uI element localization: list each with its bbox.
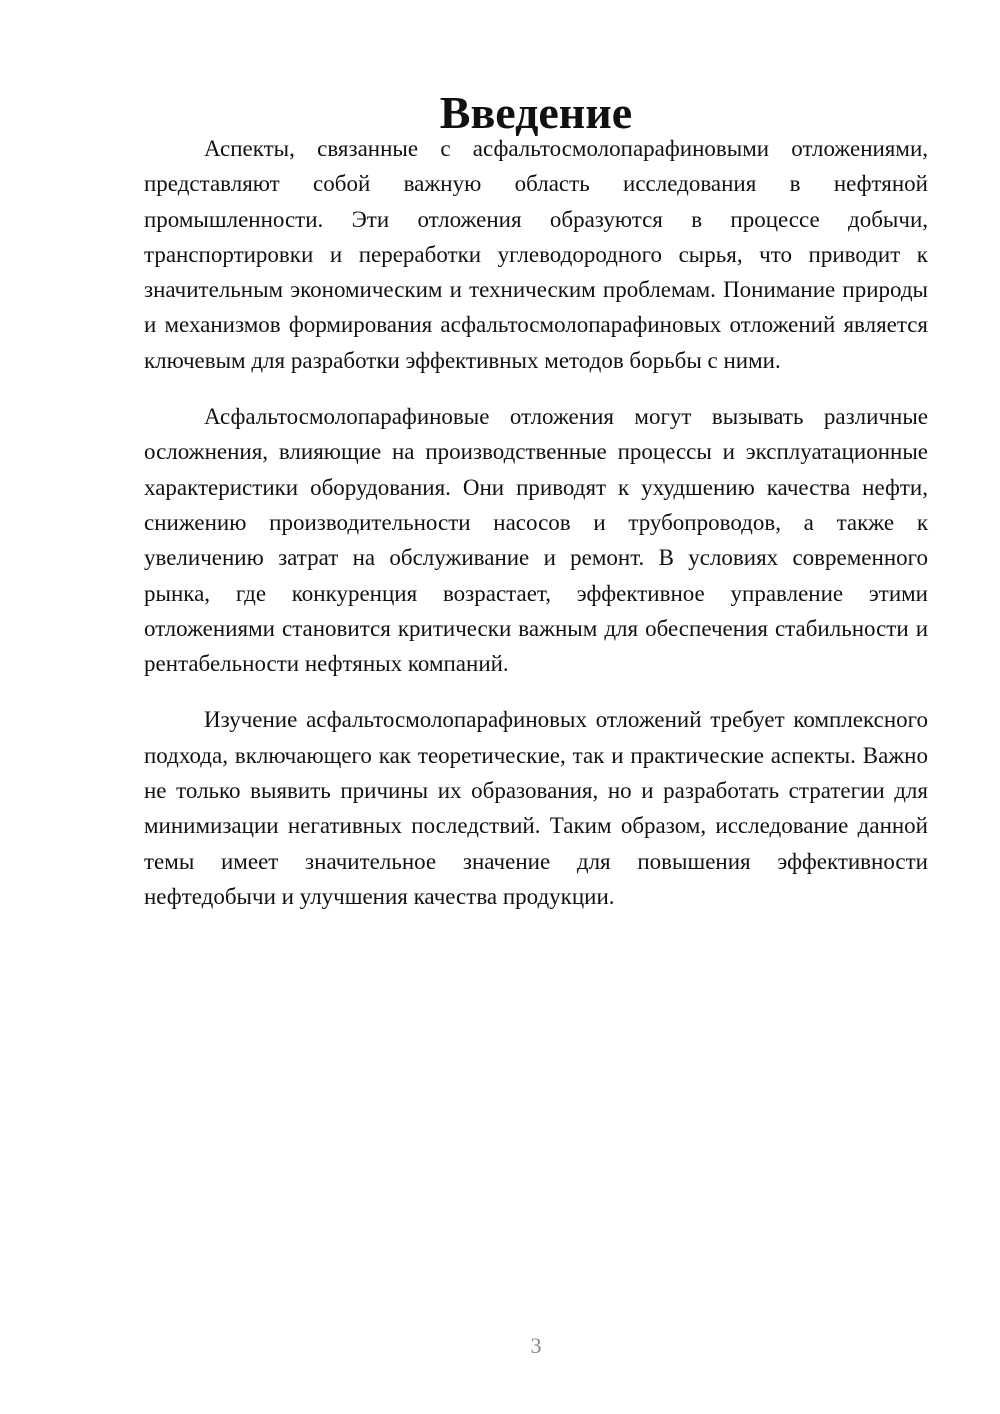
paragraph-1: Аспекты, связанные с асфальтосмолопарафиновыми отложениями, представляют собой важную область исследования в нефтяной промышленности. Эти отложения образуются в процессе добычи, транспортировки и переработки углеводородного сырья, что приводит к значительным экономическим и техническим проблемам. Понимание природы и механизмов формирования асфальтосмолопарафиновых отложений является ключевым для разработки эффективных методов борьбы с ними. [144,136,928,373]
section-title: Введение [439,87,633,138]
paragraph-2: Асфальтосмолопарафиновые отложения могут вызывать различные осложнения, влияющие на производственные процессы и эксплуатационные характеристики оборудования. Они приводят к ухудшению качества нефти, снижению производительности насосов и трубопроводов, а также к увеличению затрат на обслуживание и ремонт. В условиях современного рынка, где конкуренция возрастает, эффективное управление этими отложениями становится критически важным для обеспечения стабильности и рентабельности нефтяных компаний. [144,404,928,677]
page-number: 3 [530,1333,542,1358]
paragraph-3: Изучение асфальтосмолопарафиновых отложений требует комплексного подхода, включающего как теоретические, так и практические аспекты. Важно не только выявить причины их образования, но и разработать стратегии для минимизации негативных последствий. Таким образом, исследование данной темы имеет значительное значение для повышения эффективности нефтедобычи и улучшения качества продукции. [144,707,928,909]
page-content [144,87,928,914]
